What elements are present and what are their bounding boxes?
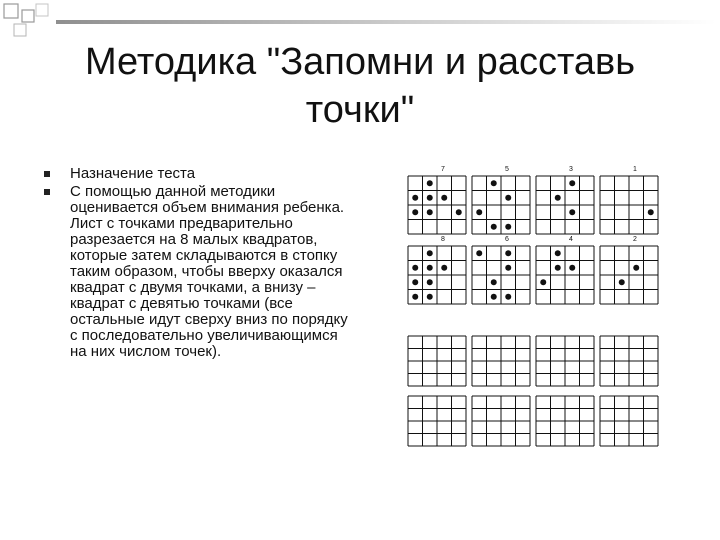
- dot-card: [536, 166, 594, 234]
- dot: [619, 279, 625, 285]
- dot: [505, 265, 511, 271]
- dot-card: [408, 236, 466, 304]
- dot: [491, 224, 497, 230]
- dot: [505, 250, 511, 256]
- corner-square-4: [14, 24, 26, 36]
- top-rule: [56, 20, 716, 24]
- dot: [569, 209, 575, 215]
- dot: [648, 209, 654, 215]
- empty-card: [472, 396, 530, 446]
- dot: [491, 180, 497, 186]
- square-bullet-icon: [44, 189, 50, 195]
- bullet-item: [44, 184, 354, 360]
- dot: [633, 265, 639, 271]
- dot-card: [472, 166, 530, 234]
- bullet-item: [44, 166, 354, 182]
- bullet-text: Назначение теста: [70, 165, 196, 182]
- dot: [505, 224, 511, 230]
- dot: [427, 250, 433, 256]
- card-number-label: 5: [505, 166, 509, 173]
- dot: [555, 195, 561, 201]
- dot: [412, 265, 418, 271]
- dot: [491, 294, 497, 300]
- dot-card: [536, 236, 594, 304]
- dot: [476, 209, 482, 215]
- dot: [427, 279, 433, 285]
- empty-card: [408, 336, 466, 386]
- dot-card: [408, 166, 466, 234]
- card-number-label: 2: [633, 236, 637, 243]
- empty-card: [408, 396, 466, 446]
- dot: [540, 279, 546, 285]
- dot: [505, 195, 511, 201]
- dot-card: [600, 166, 658, 234]
- corner-square-1: [4, 4, 18, 18]
- dot: [491, 279, 497, 285]
- corner-square-2: [22, 10, 34, 22]
- corner-square-3: [36, 4, 48, 16]
- dot: [441, 265, 447, 271]
- dot: [569, 265, 575, 271]
- dot: [441, 195, 447, 201]
- slide-title: Методика "Запомни и расставь точки": [84, 41, 636, 131]
- dot: [427, 265, 433, 271]
- empty-card: [600, 336, 658, 386]
- dot: [412, 279, 418, 285]
- empty-card: [472, 336, 530, 386]
- dot: [412, 195, 418, 201]
- empty-card: [600, 396, 658, 446]
- dot: [427, 195, 433, 201]
- card-number-label: 6: [505, 236, 509, 243]
- dot: [427, 294, 433, 300]
- empty-card: [536, 336, 594, 386]
- dot: [412, 209, 418, 215]
- dot: [555, 265, 561, 271]
- bullet-list: [44, 166, 354, 362]
- dot: [427, 180, 433, 186]
- dot: [505, 294, 511, 300]
- dot: [555, 250, 561, 256]
- square-bullet-icon: [44, 171, 50, 177]
- dot-card: [472, 236, 530, 304]
- card-number-label: 8: [441, 236, 445, 243]
- dot: [412, 294, 418, 300]
- dot: [569, 180, 575, 186]
- bullet-text: С помощью данной методики оценивается объем внимания ребенка. Лист с точками предварительно разрезается на 8 малых квадратов, которые затем складываются в стопку таким образом, чтобы вверху оказался квадрат с двумя точками, а внизу – квадрат с девятью точками (все остальные идут сверху вниз по порядку с последовательно увеличивающимся на них числом точек).: [70, 183, 348, 360]
- empty-card: [536, 396, 594, 446]
- card-number-label: 7: [441, 166, 445, 173]
- dot: [456, 209, 462, 215]
- dot-card: [600, 236, 658, 304]
- card-number-label: 3: [569, 166, 573, 173]
- dot-cards-figure: [402, 158, 672, 450]
- card-number-label: 4: [569, 236, 573, 243]
- dot: [476, 250, 482, 256]
- dot: [427, 209, 433, 215]
- card-number-label: 1: [633, 166, 637, 173]
